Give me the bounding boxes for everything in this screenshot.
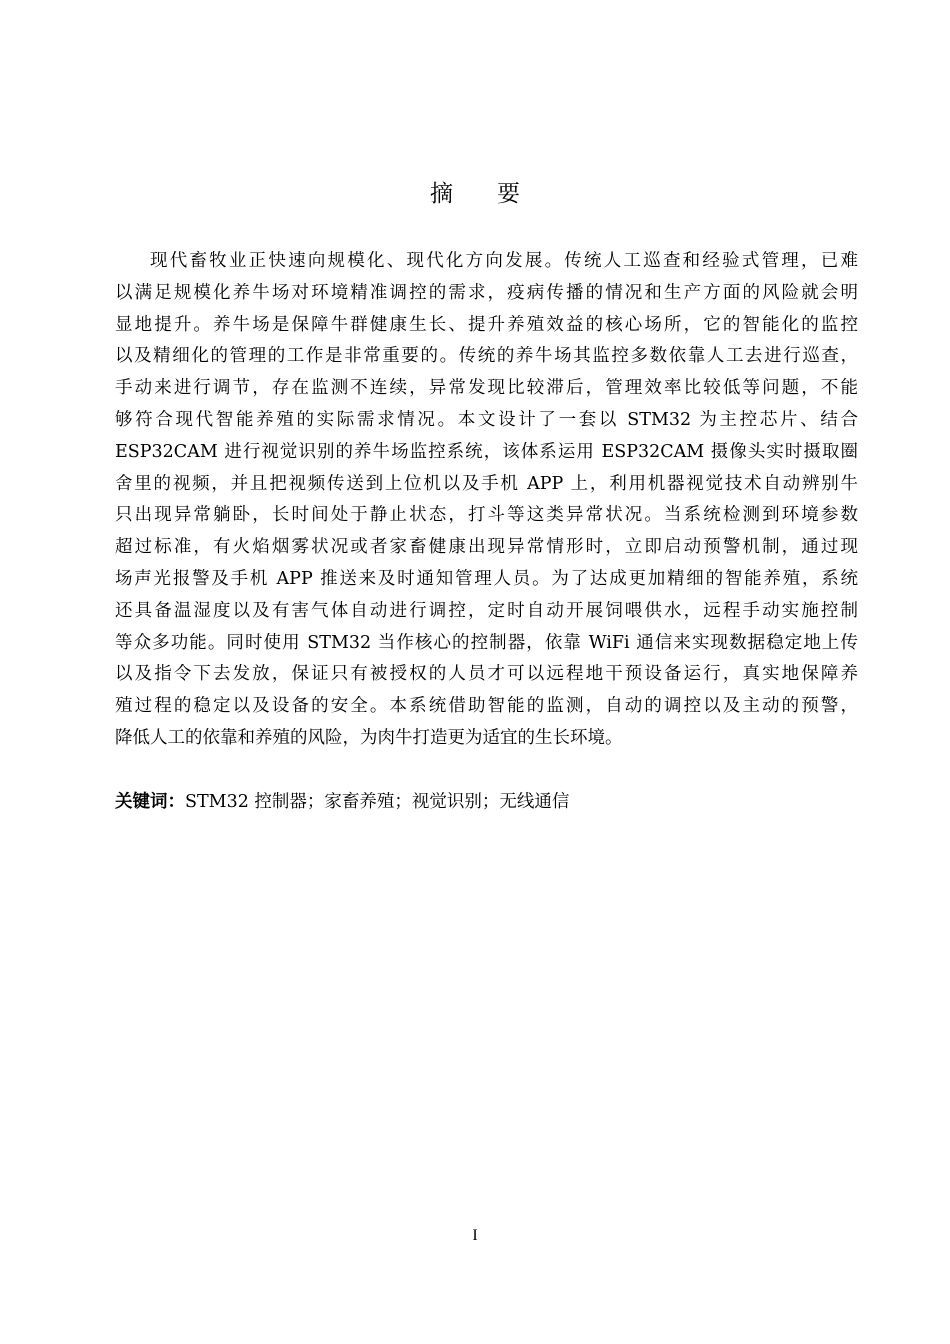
abstract-line: 以及指令下去发放，保证只有被授权的人员才可以远程地干预设备运行，真实地保障养 [115,664,858,685]
page-number: I [472,1227,478,1244]
abstract-line: ESP32CAM 进行视觉识别的养牛场监控系统，该体系运用 ESP32CAM 摄像头实时摄取圈 [115,441,858,462]
abstract-line: 显地提升。养牛场是保障牛群健康生长、提升养殖效益的核心场所，它的智能化的监控 [115,314,858,335]
abstract-line: 降低人工的依靠和养殖的风险，为肉牛打造更为适宜的生长环境。 [115,727,623,748]
abstract-line: 舍里的视频，并且把视频传送到上位机以及手机 APP 上，利用机器视觉技术自动辨别牛 [115,473,858,494]
keywords [115,788,569,816]
abstract-line: 场声光报警及手机 APP 推送来及时通知管理人员。为了达成更加精细的智能养殖，系统 [115,568,858,589]
abstract-line: 超过标准，有火焰烟雾状况或者家畜健康出现异常情形时，立即启动预警机制，通过现 [115,537,858,558]
abstract-line: 殖过程的稳定以及设备的安全。本系统借助智能的监测，自动的调控以及主动的预警， [115,696,858,717]
abstract-body [115,246,858,755]
abstract-line: 还具备温湿度以及有害气体自动进行调控，定时自动开展饲喂供水，远程手动实施控制 [115,600,858,621]
abstract-line: 只出现异常躺卧，长时间处于静止状态，打斗等这类异常状况。当系统检测到环境参数 [115,505,858,526]
abstract-line: 手动来进行调节，存在监测不连续，异常发现比较滞后，管理效率比较低等问题，不能 [115,378,858,399]
abstract-line: 以满足规模化养牛场对环境精准调控的需求，疫病传播的情况和生产方面的风险就会明 [115,282,858,303]
abstract-line: 够符合现代智能养殖的实际需求情况。本文设计了一套以 STM32 为主控芯片、结合 [115,409,858,430]
abstract-line: 等众多功能。同时使用 STM32 当作核心的控制器，依靠 WiFi 通信来实现数据稳定地上传 [115,632,858,653]
keywords-label: 关键词： [115,792,185,812]
abstract-title: 摘要 [430,181,564,207]
abstract-line: 以及精细化的管理的工作是非常重要的。传统的养牛场其监控多数依靠人工去进行巡查， [115,346,858,367]
abstract-line: 现代畜牧业正快速向规模化、现代化方向发展。传统人工巡查和经验式管理，已难 [150,251,858,271]
keywords-text: STM32 控制器；家畜养殖；视觉识别；无线通信 [185,792,570,812]
